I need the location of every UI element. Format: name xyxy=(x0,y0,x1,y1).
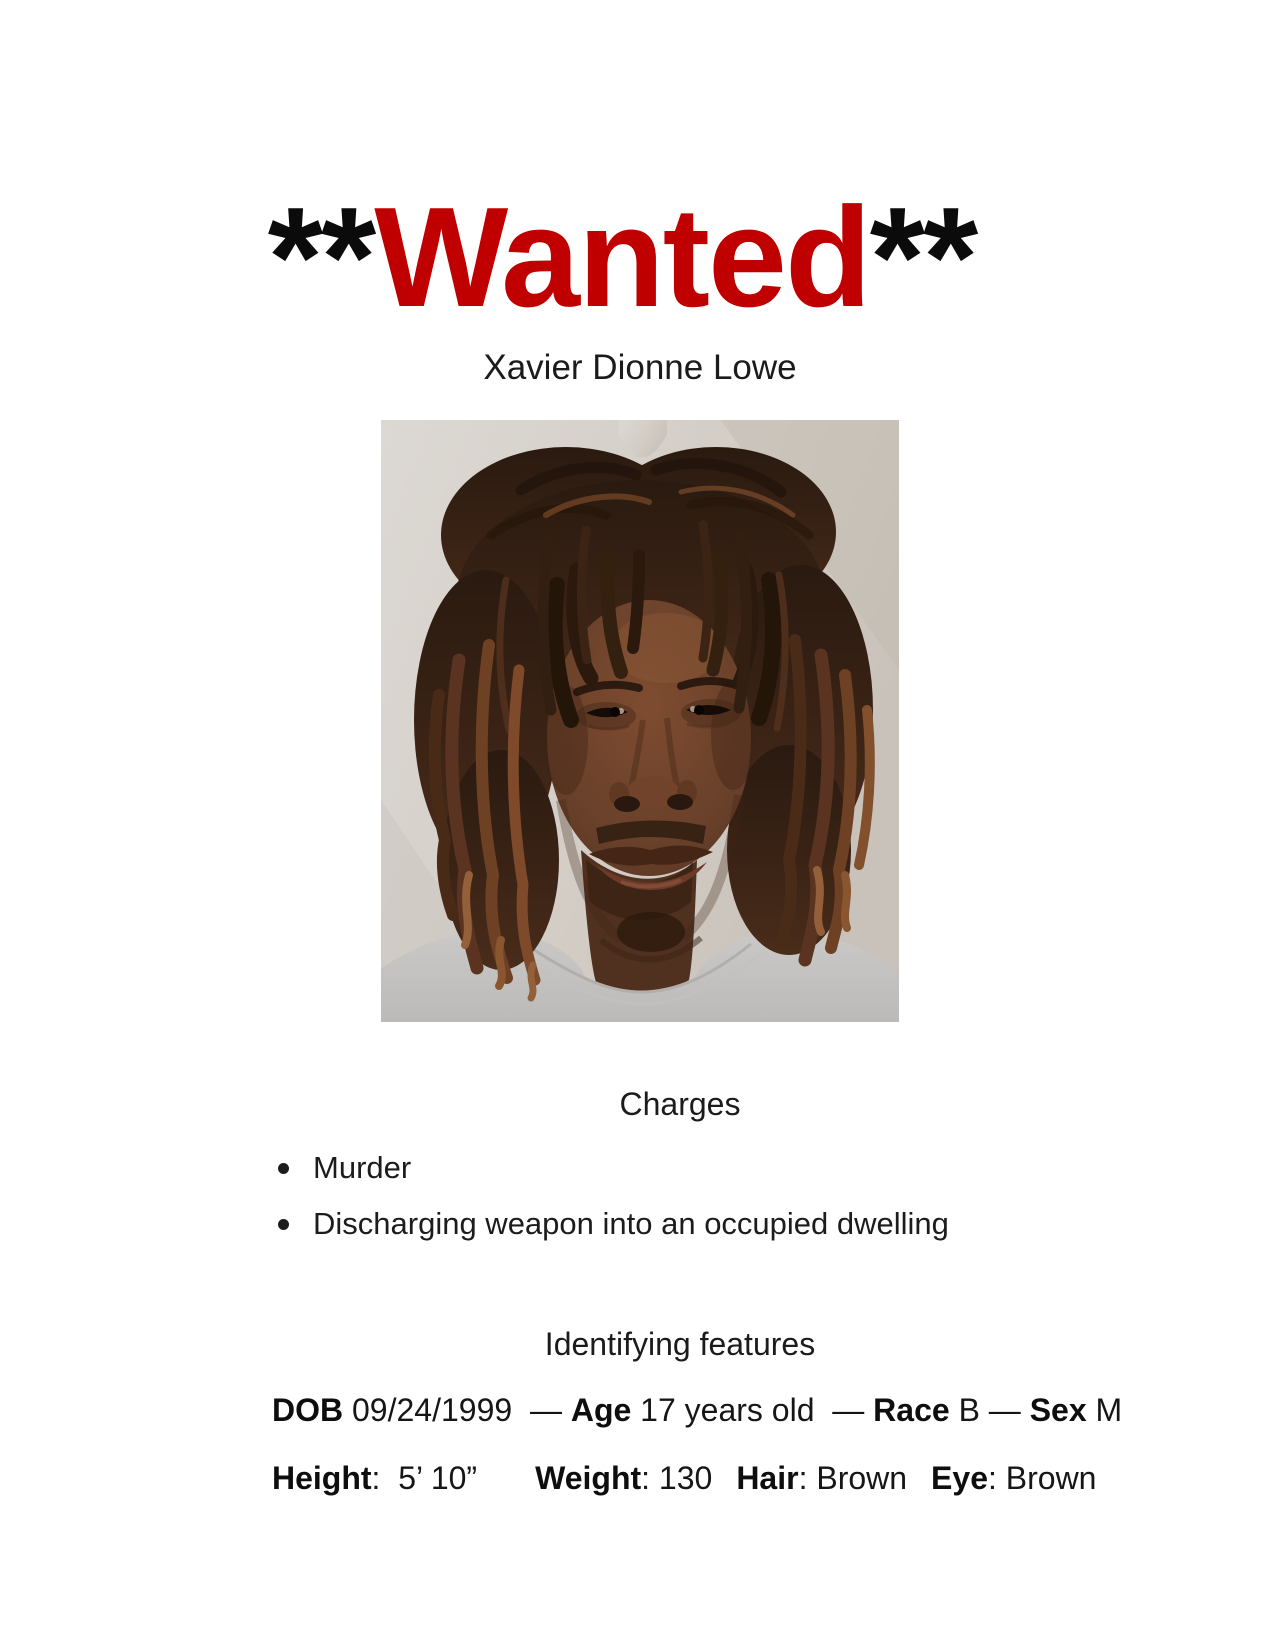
age-value: 17 years old — xyxy=(631,1392,874,1428)
identifying-line-physical xyxy=(272,1460,1096,1497)
age-label: Age xyxy=(570,1392,632,1428)
eye-value: : Brown xyxy=(987,1460,1097,1496)
page-title xyxy=(0,178,1244,338)
dob-label: DOB xyxy=(272,1392,344,1428)
sex-label: Sex xyxy=(1029,1392,1087,1428)
identifying-line-dob xyxy=(272,1392,1122,1429)
mugshot-photo xyxy=(381,420,899,1022)
suspect-name: Xavier Dionne Lowe xyxy=(483,348,797,387)
charge-text: Discharging weapon into an occupied dwelling xyxy=(313,1206,949,1241)
charges-heading: Charges xyxy=(619,1086,741,1122)
eye-label: Eye xyxy=(931,1460,988,1496)
height-label: Height xyxy=(272,1460,372,1496)
weight-value: : 130 xyxy=(641,1460,713,1496)
weight-label: Weight xyxy=(535,1460,642,1496)
bullet-icon xyxy=(278,1163,289,1174)
race-label: Race xyxy=(873,1392,950,1428)
title-asterisks-right: ** xyxy=(869,178,977,338)
charge-text: Murder xyxy=(313,1150,412,1185)
race-value: B — xyxy=(949,1392,1030,1428)
title-asterisks-left: ** xyxy=(267,178,375,338)
dob-value: 09/24/1999 — xyxy=(343,1392,571,1428)
bullet-icon xyxy=(278,1219,289,1230)
sex-value: M xyxy=(1086,1392,1123,1428)
charge-item xyxy=(278,1206,949,1242)
height-value: : 5’ 10” xyxy=(371,1460,478,1496)
hair-label: Hair xyxy=(736,1460,799,1496)
title-word: Wanted xyxy=(374,178,870,338)
charge-item xyxy=(278,1150,411,1186)
identifying-features-heading: Identifying features xyxy=(544,1326,816,1362)
mugshot-image xyxy=(381,420,899,1022)
hair-value: : Brown xyxy=(798,1460,908,1496)
